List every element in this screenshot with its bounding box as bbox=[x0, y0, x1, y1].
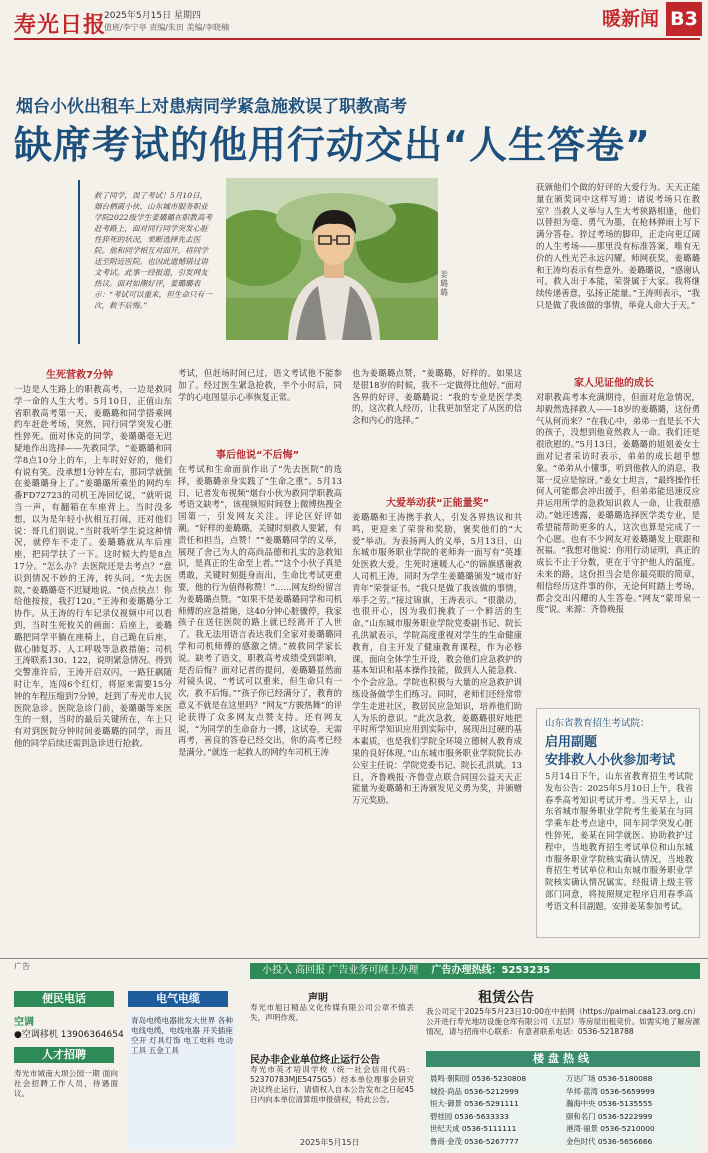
hotline-item: 鲁商·金茂 0536-5267777 bbox=[430, 1136, 519, 1146]
newspaper-logo: 寿光日报 bbox=[14, 12, 107, 38]
subhead-family: 家人见证他的成长 bbox=[574, 378, 654, 389]
column-4-text: 对职教高考本充满期待，但面对危急情况，却毅然选择救人——18岁的姜璐璐，这份勇气从何而来？“在我心中，弟弟一直是长不大的孩子，没想到他竟然救人一命。我们还是很欣慰的。”5月13日，姜璐璐的姐姐姜女士面对记者采访时表示，弟弟的成长超乎想象。“弟弟从小懂事，听到他救人的消息，我第一反应是惊讶。”姜女士坦言，“最终操作任何人可能都会冲出援手，但弟弟能迅速反应并运用所学的急救知识救人一命，让我很感动。”她还透露，姜璐璐选择医学类专业，是希望能帮助更多的人，这次也算是完成了一个心愿。也有不少网友对姜璐璐发上联跟和祝福。“我想对他说：你用行动证明，真正的成长不止于分数，更在于守护他人的温度。未来的路，这份担当会是你最亮眼的简章，相信经历这件事的你，无论何时踏上考场，都会交出闪耀的人生答卷。”网友“蒙哥泉一度”说。来源：齐鲁晚报 bbox=[536, 392, 700, 615]
photo-caption: 姜璐璐 bbox=[440, 270, 448, 297]
electric-title: 电气电缆 bbox=[128, 991, 228, 1007]
statement-title: 声明 bbox=[308, 993, 328, 1004]
inset-title-1: 启用副题 bbox=[545, 735, 598, 750]
closure-text: 寿光市英才培训学校（统一社会信用代码：52370783MJE5475G5）经本单位理事会研究决议终止运行，请债权人自本公告发布之日起45日内向本单位清算组申报债权，特此公告。 bbox=[250, 1065, 414, 1104]
electric-text: 青岛电缆电器批发大世界 各种电线电缆，电线电器 开关插座 空开 灯具灯饰 电工电料 电动工具 五金工具 bbox=[128, 1013, 236, 1149]
column-2-top-text: 考试，但赶场时间已过，语文考试他不能参加了。经过医生紧急抢救，半个小时后，同学的心电图显示心率恢复正常。 bbox=[178, 368, 342, 402]
ad-hotline-label: 广告办理热线： bbox=[431, 965, 502, 976]
subhead-rescue: 生死营救7分钟 bbox=[46, 370, 113, 381]
hotline-item: 晨鸣·朝阳园 0536-5230808 bbox=[430, 1074, 527, 1083]
portrait-photo bbox=[226, 178, 438, 340]
masthead bbox=[14, 6, 700, 40]
ad-label: 广告 bbox=[14, 962, 30, 971]
subhead-no-regret: 事后他说“不后悔” bbox=[216, 450, 300, 461]
hotline-item: 万达广场 0536-5180088 bbox=[566, 1074, 653, 1083]
realestate-hotline-title: 楼盘热线 bbox=[426, 1051, 700, 1067]
headline-kicker: 烟台小伙出租车上对患病同学紧急施救误了职教高考 bbox=[16, 97, 407, 117]
intro-text: 救了同学，误了考试！5月10日，烟台栖霞小伙、山东城市服务职业学院2022级学生姜璐璐在职教高考赶考路上，面对同行同学突发心脏性猝死的状况，果断选择先去医院。他和同学相互对面开，将同学送至附近医院。也因此遗憾错过语文考试。此事一经报道，引发网友热议。面对如潮好评，姜璐璐表示：“考试可以重来，但生命只有一次，救不后悔。” bbox=[94, 191, 213, 310]
dateline: 2025年5月15日 星期四 bbox=[104, 11, 201, 21]
hotline-item: 恒大·御景 0536-5291111 bbox=[430, 1099, 519, 1108]
service-phone-title: 便民电话 bbox=[14, 991, 114, 1007]
job-text: 寿光市城南大坝公园一期 面向社会招聘工作人员，待遇面议。 bbox=[14, 1069, 118, 1098]
ad-hotline-number: 5253235 bbox=[501, 965, 551, 976]
hotline-item: 瀚海中央 0536-5135555 bbox=[566, 1099, 653, 1108]
page-number: B3 bbox=[666, 2, 702, 36]
column-1-text: 一边是人生路上的职教高考，一边是救同学一命的人生大考。5月10日，正值山东省职教高考第一天，姜璐璐和同学搭乘网约车赶赴考场，突然，同行同学突发心脏性猝死。面对休克的同学，姜璐璐毫无迟疑地作出选择——先救同学。“姜璐璐和同学8点10分上的车，上车时好好的，他们有说有笑。没承想1分钟左右，那同学就倒在姜璐璐身上了。”姜璐璐所乘坐的网约车番FD72723的司机王涛回忆说，“就听说当一声，有翻箱在车座背上。当时没多想，以为是年轻小伙相互打闹，还对他们说：哥几们别说。”当时我听学生说这种情况，就停车不走了。姜璐璐就从车后座座，把同学扶了一下。这时候大约是8点17分。“怎么办？去医院还是去考点？”意识到情况不妙的王涛，转头问。“先去医院，”姜璐璐毫不迟疑地说。“快点快点！你给他按按，我打120。”王涛和姜璐璐分工协作。从王涛的行车记录仪视频中可以看到，当时生死攸关的画面：后座上，姜璐璐把同学平躺在座椅上，自己跪在后座，做心肺复苏、人工呼吸等急救措施；司机王涛联系130、122，说明紧急情况。得到交警准许后，王涛开启双闪，一路狂飙随时让车，连闯6个红灯，将原来需要15分钟的车程压缩到7分钟，赶到了寿光市人民医院急诊。医院急诊门前，姜璐璐等来医生的一刻，当时的最后关键所在，车上只有对到医院分钟时间姜璐璐的同学，而且他的同学后续还需到急诊进行抢救。 bbox=[14, 384, 172, 748]
hotline-item: 颐和名门 0536-5222999 bbox=[566, 1111, 653, 1121]
ad-banner-text: 小投入 高回报 广告业务可网上办理 bbox=[262, 965, 419, 976]
editor-line: 值班/李宁亭 责编/朱田 美编/李晓楠 bbox=[104, 23, 230, 32]
inset-title-2: 安排救人小伙参加考试 bbox=[545, 753, 676, 768]
hotline-item: 城投·尚品 0536-5212999 bbox=[430, 1086, 519, 1096]
hotline-item: 世纪天成 0536-5111111 bbox=[430, 1124, 517, 1133]
main-headline: 缺席考试的他用行动交出“人生答卷” bbox=[14, 123, 651, 167]
exam-office-inset bbox=[536, 708, 700, 938]
column-3-top-text: 也为姜璐璐点赞，“姜璐璐，好样的。如果这是很18岁的时候，我不一定做得比他好。”面对各界的好评，姜璐璐说：“我的专业是医学类的，这次救人经历，让我更加坚定了从医的信念和内心的选择。” bbox=[352, 368, 522, 426]
inset-source: 山东省教育招生考试院： bbox=[545, 718, 650, 729]
air-title: 空调 bbox=[14, 1017, 34, 1028]
ad-banner bbox=[250, 963, 700, 979]
footer-date: 2025年5月15日 bbox=[300, 1138, 360, 1147]
section-name: 暖新闻 bbox=[602, 8, 660, 30]
hotline-item: 港湾·丽景 0536-5210000 bbox=[566, 1124, 655, 1133]
realestate-hotline-list bbox=[426, 1069, 700, 1151]
statement-text: 寿光市旭日精品文化传媒有限公司公章不慎丢失，声明作废。 bbox=[250, 1003, 414, 1022]
rent-title: 租赁公告 bbox=[478, 990, 534, 1006]
advertising-section bbox=[0, 958, 708, 1153]
subhead-award: 大爱举动获“正能量奖” bbox=[386, 498, 490, 509]
hotline-item: 金色时代 0536-5656666 bbox=[566, 1136, 653, 1146]
column-2-text: 在考试和生命面前作出了“先去医院”的选择，姜璐璐亲身实践了“生命之重”。5月13日，记者发布视频“烟台小伙为救同学职教高考语文缺考”，该视频短时间登上微博热搜全国第一，引发网友关注。评论区好评如潮。“好样的姜璐璐，关键时刻救人要紧，有责任和担当，点赞！”“姜璐璐同学的义举，展现了舍己为人的高尚品德和扎实的急救知识，是真正的生命至上者。”“这个小伙子真是勇敢，关键时刻挺身而出，生命比考试更重要，他的行为值得称赞！”……网友纷纷留言为姜璐璐点赞。“如果不是姜璐璐同学和司机师傅的应急措施，这40分钟心脏骤停，我家孩子在送往医院的路上就已经离开了人世了。我无法用语言表达我们全家对姜璐璐同学和司机师傅的感激之情。”被救同学家长说。缺考了语文，职教高考成绩受到影响，是否后悔？面对记者的提问，姜璐璐显然面对镜头说，“考试可以重来，但生命只有一次，救不后悔。”“孩子你已经满分了，教育的意义不就是在这里吗？”网友“方骏热舞”的评论获得了众多网友点赞支持。还有网友说，“为同学的生命奋力一搏，这试卷，无需再考，善良的答卷已经交出，你的高考已经是满分。”就连一起救人的网约车司机王涛 bbox=[178, 464, 342, 758]
column-4-top-text: 获颁他们个做的好评的大爱行为。天天正能量在颁奖词中这样写道：诸说考场只在教室？当救人义举与人生大考狭路相逢，他们以替担为毫、勇气为墨，在枪林弹雨上写下满分答卷。猝过考场的脚印，正走向更辽阔的人生考场——那里没有标准答案，唯有无价的人性光芒永远闪耀。师网获奖，姜璐璐和王涛均表示有些意外。姜璐璐说，“感谢认可，救人出于本能，荣誉属于大家。我将继续传递善意，弘扬正能量。”王涛则表示，“我只是做了我该做的事情，举竟人命大于天。” bbox=[536, 182, 700, 310]
rent-text: 我公司定于2025年5月23日10:00在中拍网（https://paimai.caa123.org.cn）公开进行寿光地坊设施仓库有限公司（五层）等房屋出租竞价。如需实地了解房源情况，请与招商中心联系：有意者联系电话：0536-5218788 bbox=[426, 1007, 700, 1036]
hotline-item: 碧桂园 0536-5633333 bbox=[430, 1111, 509, 1121]
job-title: 人才招聘 bbox=[14, 1047, 114, 1063]
hotline-item: 华邦·蓝湾 0536-5659999 bbox=[566, 1086, 655, 1096]
air-item: ●空调移机 13906364654 bbox=[14, 1030, 124, 1040]
column-3-text: 姜璐璐和王涛携手救人，引发各界热议和共鸣，更迎来了荣誉和奖励，褒奖他们的“大爱”举动。为表扬两人的义举，5月13日，山东城市服务职业学院的老师奔一面写有“英雄处医救大爱，生死时速暖人心”的锦旗感谢救人司机王涛，同时为学生姜璐璐颁发“城市好青年”荣誉证书。“我只是做了我该做的事情，举手之劳。”接过锦旗，王涛表示。“很激动，也很开心，因为我们挽救了一个鲜活的生命。”山东城市服务职业学院党委副书记、院长孔洪斌表示，学院高度重视对学生的生命健康教育，自主开发了健康教育课程，作为必修课，面向全体学生开设，教会他们应急救护的基本知识和基本操作技能，做到人人能急救、个个会应急。学院也积极与大量的应急救护训练设备做学生们练习。同时，老师们还经常带学生走进社区，教居民应急知识，培养他们助人为乐的意识。“此次急救，姜璐璐很好地把平时所学知识应用到实际中，展现出过硬的基本素质，也是我们学院全环境立德树人教育成果的良好体现。”山东城市服务职业学院院长办公室主任说：学院党委书记、院长孔洪斌。13日，齐鲁晚报·齐鲁壹点联合同国公益天天正能量为姜璐璐和王涛颁发见义勇为奖，并颁赠万元奖励。 bbox=[352, 512, 522, 806]
inset-text: 5月14日下午，山东省教育招生考试院发布公告：2025年5月10日上午，我省春季高考知识考试开考。当天早上，山东省城市服务职业学院考生姜某在与同学乘车赴考点途中，同车同学突发心脏性猝死，姜某在同学就医、协助救护过程中，当地教育招生考试单位和山东城市服务职业学院核实确认情况，当地教育招生考试单位和山东城市服务职业学院核实确认情况属实。经报请上级主管部门同意，将按照规定程序启用春季高考语文科目副题，安排姜某参加考试。 bbox=[545, 771, 693, 911]
closure-title: 民办非企业单位终止运行公告 bbox=[250, 1055, 380, 1066]
